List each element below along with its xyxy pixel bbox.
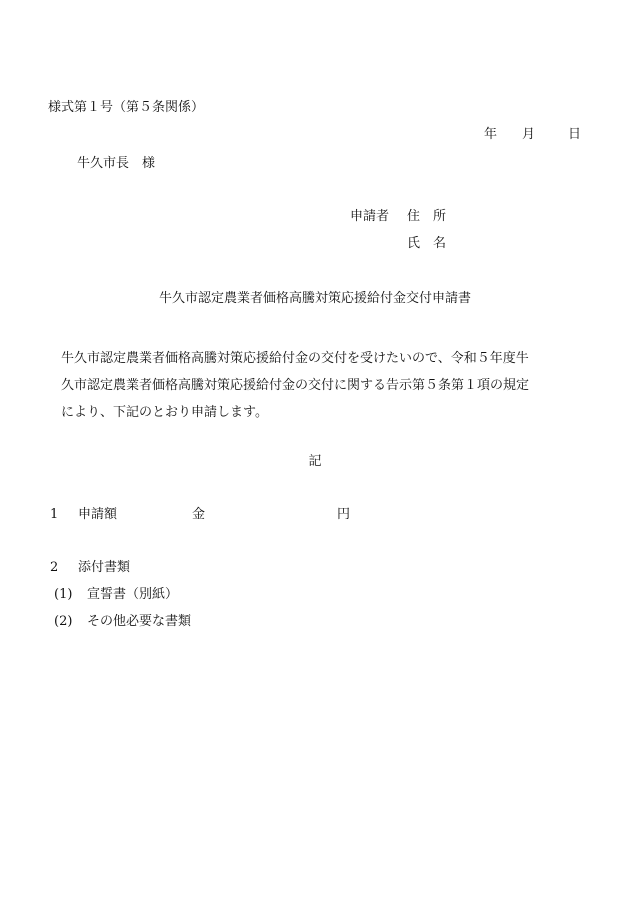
- date-year-label: 年: [484, 127, 498, 142]
- item-2-number: 2: [50, 560, 59, 575]
- item-1-kin: 金: [192, 507, 206, 522]
- attachment-2-label: その他必要な書類: [87, 614, 192, 629]
- date-line: [484, 128, 581, 141]
- item-1-label: 申請額: [78, 507, 118, 522]
- item-1-yen: 円: [337, 507, 351, 522]
- body-paragraph: [61, 345, 581, 426]
- form-number: 様式第１号（第５条関係）: [48, 100, 205, 115]
- item-1-number: 1: [50, 507, 59, 522]
- item-2-label: 添付書類: [78, 560, 131, 575]
- attachment-1-label: 宣誓書（別紙）: [87, 587, 179, 602]
- body-line-1: 牛久市認定農業者価格高騰対策応援給付金の交付を受けたいので、令和５年度牛: [61, 351, 529, 366]
- body-line-2: 久市認定農業者価格高騰対策応援給付金の交付に関する告示第５条第１項の規定: [61, 378, 530, 393]
- body-line-3: により、下記のとおり申請します。: [61, 405, 268, 420]
- date-month-label: 月: [522, 127, 536, 142]
- name-label: 氏 名: [407, 236, 447, 251]
- date-day-label: 日: [568, 127, 582, 142]
- address-label: 住 所: [407, 209, 447, 224]
- ki-heading: 記: [308, 454, 322, 469]
- attachment-1-number: (1): [54, 587, 73, 602]
- applicant-label: 申請者: [350, 209, 390, 224]
- attachment-2-number: (2): [54, 614, 73, 629]
- document-title: 牛久市認定農業者価格高騰対策応援給付金交付申請書: [158, 291, 471, 306]
- addressee: 牛久市長 様: [77, 156, 156, 171]
